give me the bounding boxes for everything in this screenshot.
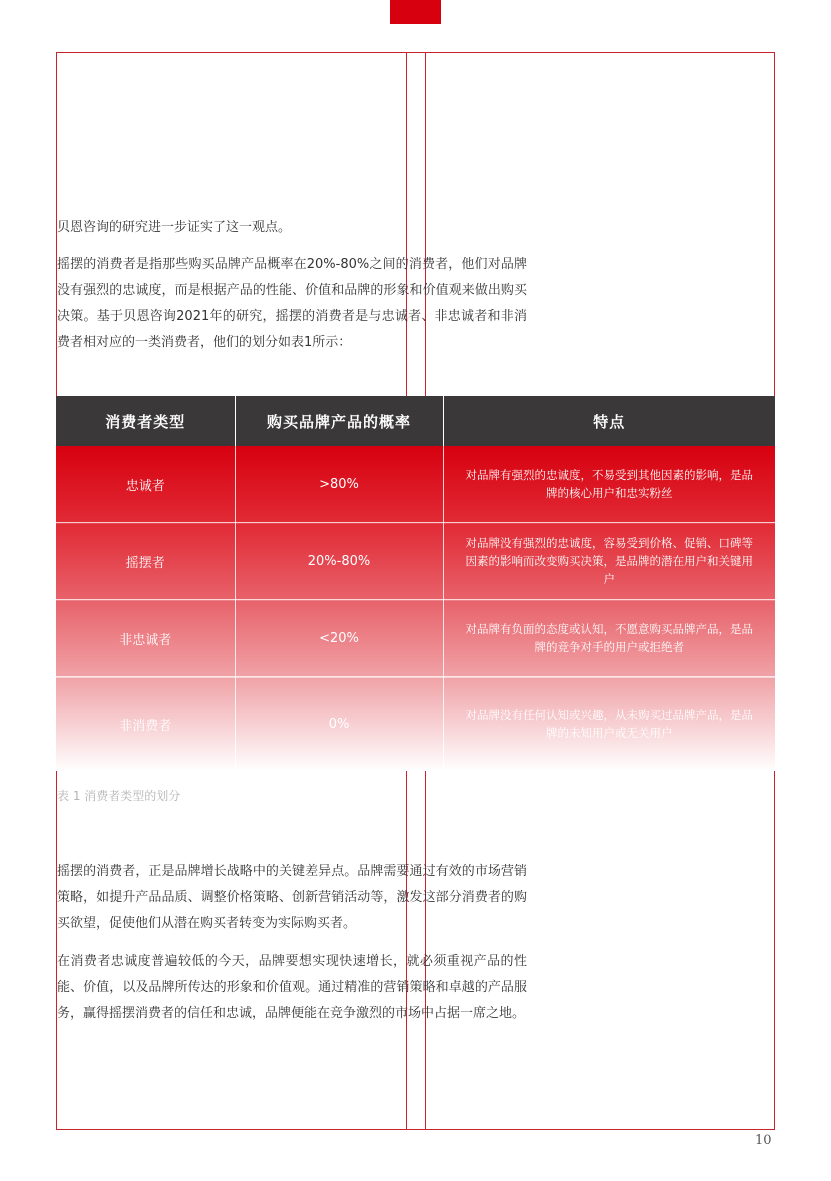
table-row xyxy=(56,523,775,600)
cell-probability: >80% xyxy=(235,446,443,523)
header-purchase-probability: 购买品牌产品的概率 xyxy=(235,396,443,446)
data-table xyxy=(56,396,775,771)
cell-probability: <20% xyxy=(235,600,443,677)
table-header-row xyxy=(56,396,775,446)
cell-probability: 0% xyxy=(235,677,443,772)
consumer-type-table xyxy=(56,396,775,772)
paragraph-2: 摇摆的消费者是指那些购买品牌产品概率在20%-80%之间的消费者，他们对品牌没有强烈的忠诚度，而是根据产品的性能、价值和品牌的形象和价值观来做出购买决策。基于贝恩咨询2021年的研究，摇摆的消费者是与忠诚者、非忠诚者和非消费者相对应的一类消费者，他们的划分如表1所示： xyxy=(57,257,527,350)
paragraph-4: 在消费者忠诚度普遍较低的今天，品牌要想实现快速增长，就必须重视产品的性能、价值，以及品牌所传达的形象和价值观。通过精准的营销策略和卓越的产品服务，赢得摇摆消费者的信任和忠诚，品牌便能在竞争激烈的市场中占据一席之地。 xyxy=(57,954,527,1021)
cell-characteristics: 对品牌有负面的态度或认知，不愿意购买品牌产品，是品牌的竞争对手的用户或拒绝者 xyxy=(443,600,775,677)
cell-consumer-type: 非消费者 xyxy=(56,677,235,772)
paragraph-3: 摇摆的消费者，正是品牌增长战略中的关键差异点。品牌需要通过有效的市场营销策略，如提升产品品质、调整价格策略、创新营销活动等，激发这部分消费者的购买欲望，促使他们从潜在购买者转变为实际购买者。 xyxy=(57,864,527,931)
cell-consumer-type: 忠诚者 xyxy=(56,446,235,523)
table-row xyxy=(56,446,775,523)
table-row xyxy=(56,600,775,677)
header-characteristics: 特点 xyxy=(443,396,775,446)
paragraph-1: 贝恩咨询的研究进一步证实了这一观点。 xyxy=(57,220,292,235)
cell-consumer-type: 非忠诚者 xyxy=(56,600,235,677)
table-row xyxy=(56,677,775,772)
header-consumer-type: 消费者类型 xyxy=(56,396,235,446)
cell-probability: 20%-80% xyxy=(235,523,443,600)
table-caption: 表 1 消费者类型的划分 xyxy=(57,789,181,803)
page-number: 10 xyxy=(755,1133,772,1148)
cell-characteristics: 对品牌没有任何认知或兴趣，从未购买过品牌产品，是品牌的未知用户或无关用户 xyxy=(443,677,775,772)
top-accent-tab xyxy=(390,0,441,24)
cell-consumer-type: 摇摆者 xyxy=(56,523,235,600)
cell-characteristics: 对品牌没有强烈的忠诚度，容易受到价格、促销、口碑等因素的影响而改变购买决策，是品牌的潜在用户和关键用户 xyxy=(443,523,775,600)
cell-characteristics: 对品牌有强烈的忠诚度，不易受到其他因素的影响，是品牌的核心用户和忠实粉丝 xyxy=(443,446,775,523)
